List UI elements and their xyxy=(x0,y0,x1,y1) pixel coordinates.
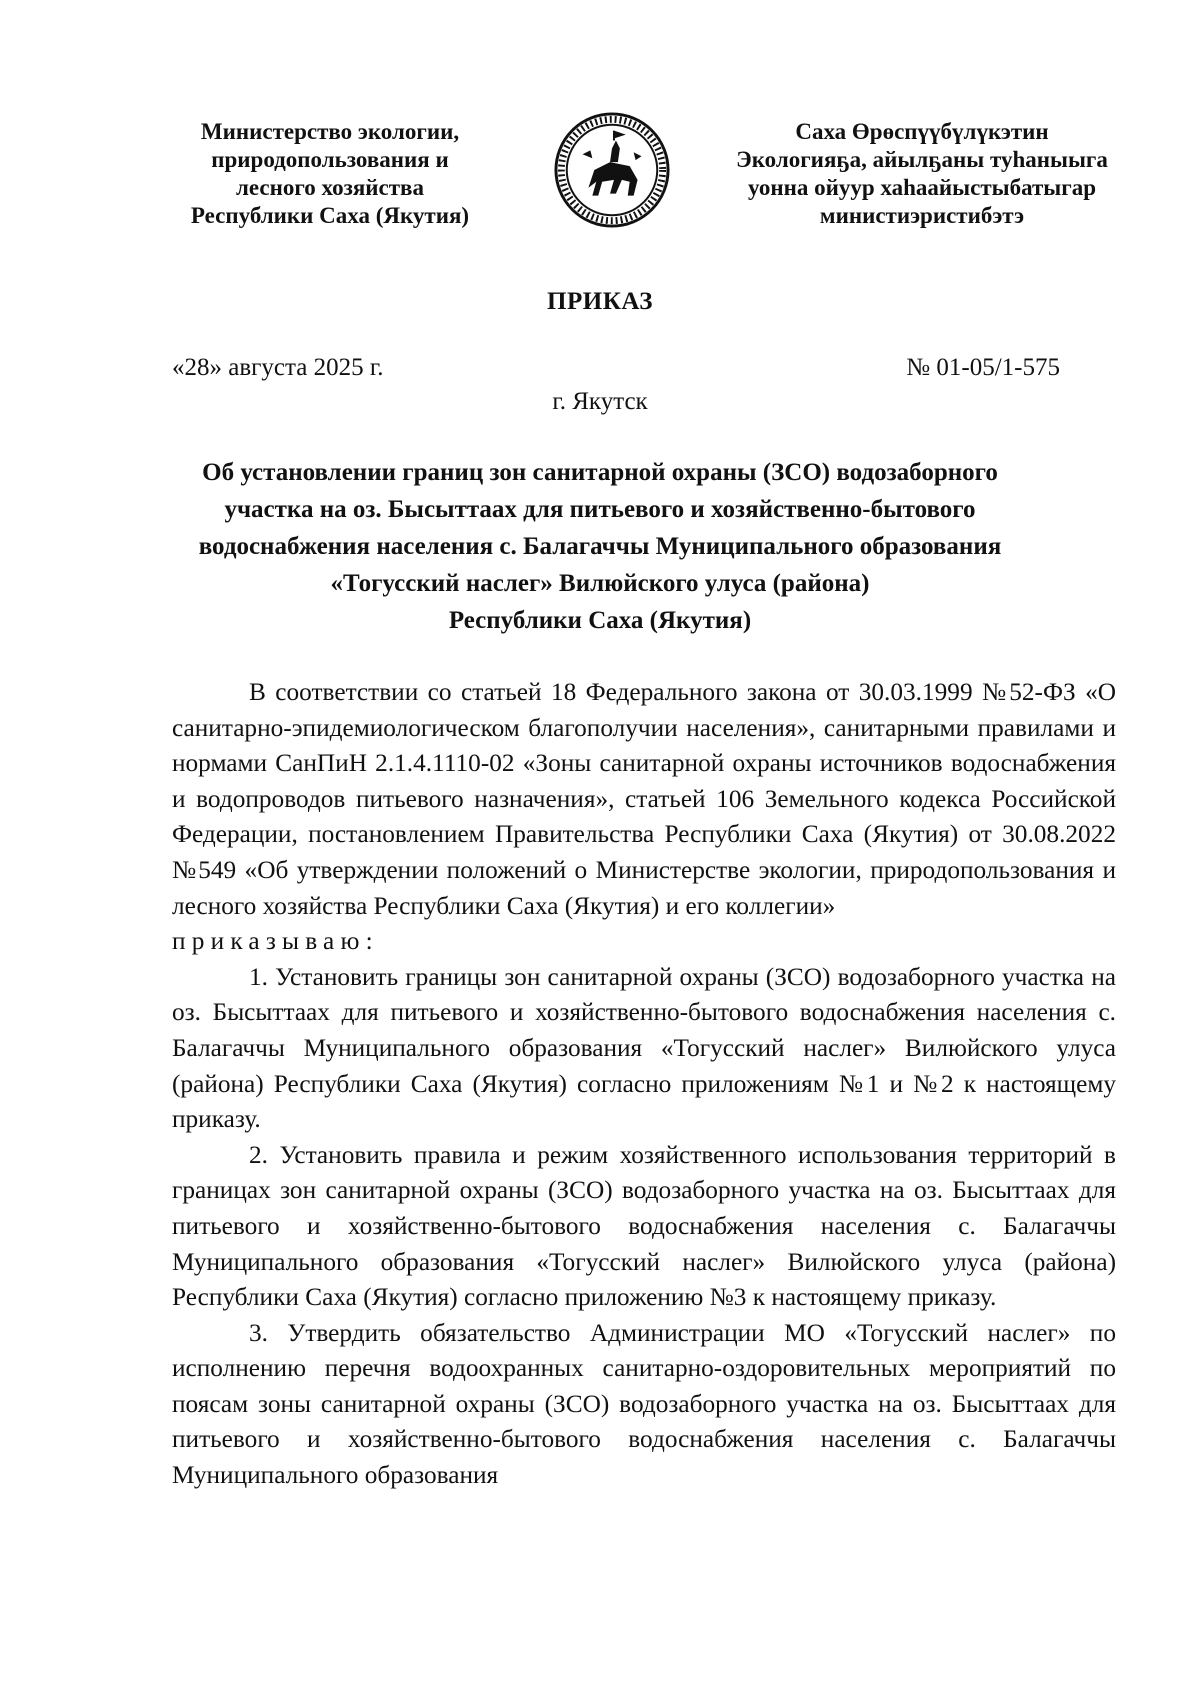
ministry-name-line: природопользования и xyxy=(211,147,449,172)
ministry-name-line: уонна ойуур хаһаайыстыбатыгар xyxy=(747,175,1097,200)
coat-of-arms-emblem-icon xyxy=(553,111,671,229)
order-subject xyxy=(0,454,1200,639)
order-date: «28» августа 2025 г. xyxy=(172,354,384,381)
order-number: № 01-05/1-575 xyxy=(906,354,1060,381)
ministry-name-yakut xyxy=(712,118,1132,230)
order-title: ПРИКАЗ xyxy=(547,288,653,315)
order-item-2: 2. Установить правила и режим хозяйственного использования территорий в границах зон санитарной охраны (ЗСО) водозаборного участка на оз. Бысыттаах для питьевого и хозяйственно-бытового водоснабжения населения с. Балагаччы Муниципального образования «Тогусский наслег» Вилюйского улуса (района) Республики Саха (Якутия) согласно приложению №3 к настоящему приказу. xyxy=(172,1140,1116,1312)
ministry-name-line: Саха Өрөспүүбүлүкэтин xyxy=(795,119,1049,144)
order-body xyxy=(172,675,1116,1494)
order-item-3: 3. Утвердить обязательство Администрации МО «Тогусский наслег» по исполнению перечня водоохранных санитарно-оздоровительных мероприятий по поясам зоны санитарной охраны (ЗСО) водозаборного участка на оз. Бысыттаах для питьевого и хозяйственно-бытового водоснабжения населения с. Балагаччы Муниципального образования xyxy=(172,1318,1116,1490)
decree-word: приказываю: xyxy=(172,927,379,956)
subject-line: Об установлении границ зон санитарной охраны (ЗСО) водозаборного xyxy=(202,459,998,486)
ministry-name-line: министиэристибэтэ xyxy=(819,203,1025,228)
ministry-name-line: Республики Саха (Якутия) xyxy=(190,203,470,228)
subject-line: Республики Саха (Якутия) xyxy=(448,607,752,634)
subject-line: участка на оз. Бысыттаах для питьевого и хозяйственно-бытового xyxy=(224,496,976,523)
subject-line: водоснабжения населения с. Балагаччы Муниципального образования xyxy=(198,533,1002,560)
ministry-name-line: лесного хозяйства xyxy=(236,175,424,200)
ministry-name-line: Экологияҕа, айылҕаны туһаныыга xyxy=(736,147,1108,172)
order-city: г. Якутск xyxy=(552,388,648,415)
subject-line: «Тогусский наслег» Вилюйского улуса (района) xyxy=(330,570,870,597)
order-item-1: 1. Установить границы зон санитарной охраны (ЗСО) водозаборного участка на оз. Бысыттаах для питьевого и хозяйственно-бытового водоснабжения населения с. Балагаччы Муниципального образования «Тогусский наслег» Вилюйского улуса (района) Республики Саха (Якутия) согласно приложениям №1 и №2 к настоящему приказу. xyxy=(172,962,1116,1134)
preamble-paragraph: В соответствии со статьей 18 Федерального закона от 30.03.1999 №52-ФЗ «О санитарно-эпидемиологическом благополучии населения», санитарными правилами и нормами СанПиН 2.1.4.1110-02 «Зоны санитарной охраны источников водоснабжения и водопроводов питьевого назначения», статьей 106 Земельного кодекса Российской Федерации, постановлением Правительства Республики Саха (Якутия) от 30.08.2022 №549 «Об утверждении положений о Министерстве экологии, природопользования и лесного хозяйства Республики Саха (Якутия) и его коллегии» xyxy=(172,678,1116,920)
ministry-name-russian xyxy=(150,118,510,230)
ministry-name-line: Министерство экологии, xyxy=(200,119,460,144)
